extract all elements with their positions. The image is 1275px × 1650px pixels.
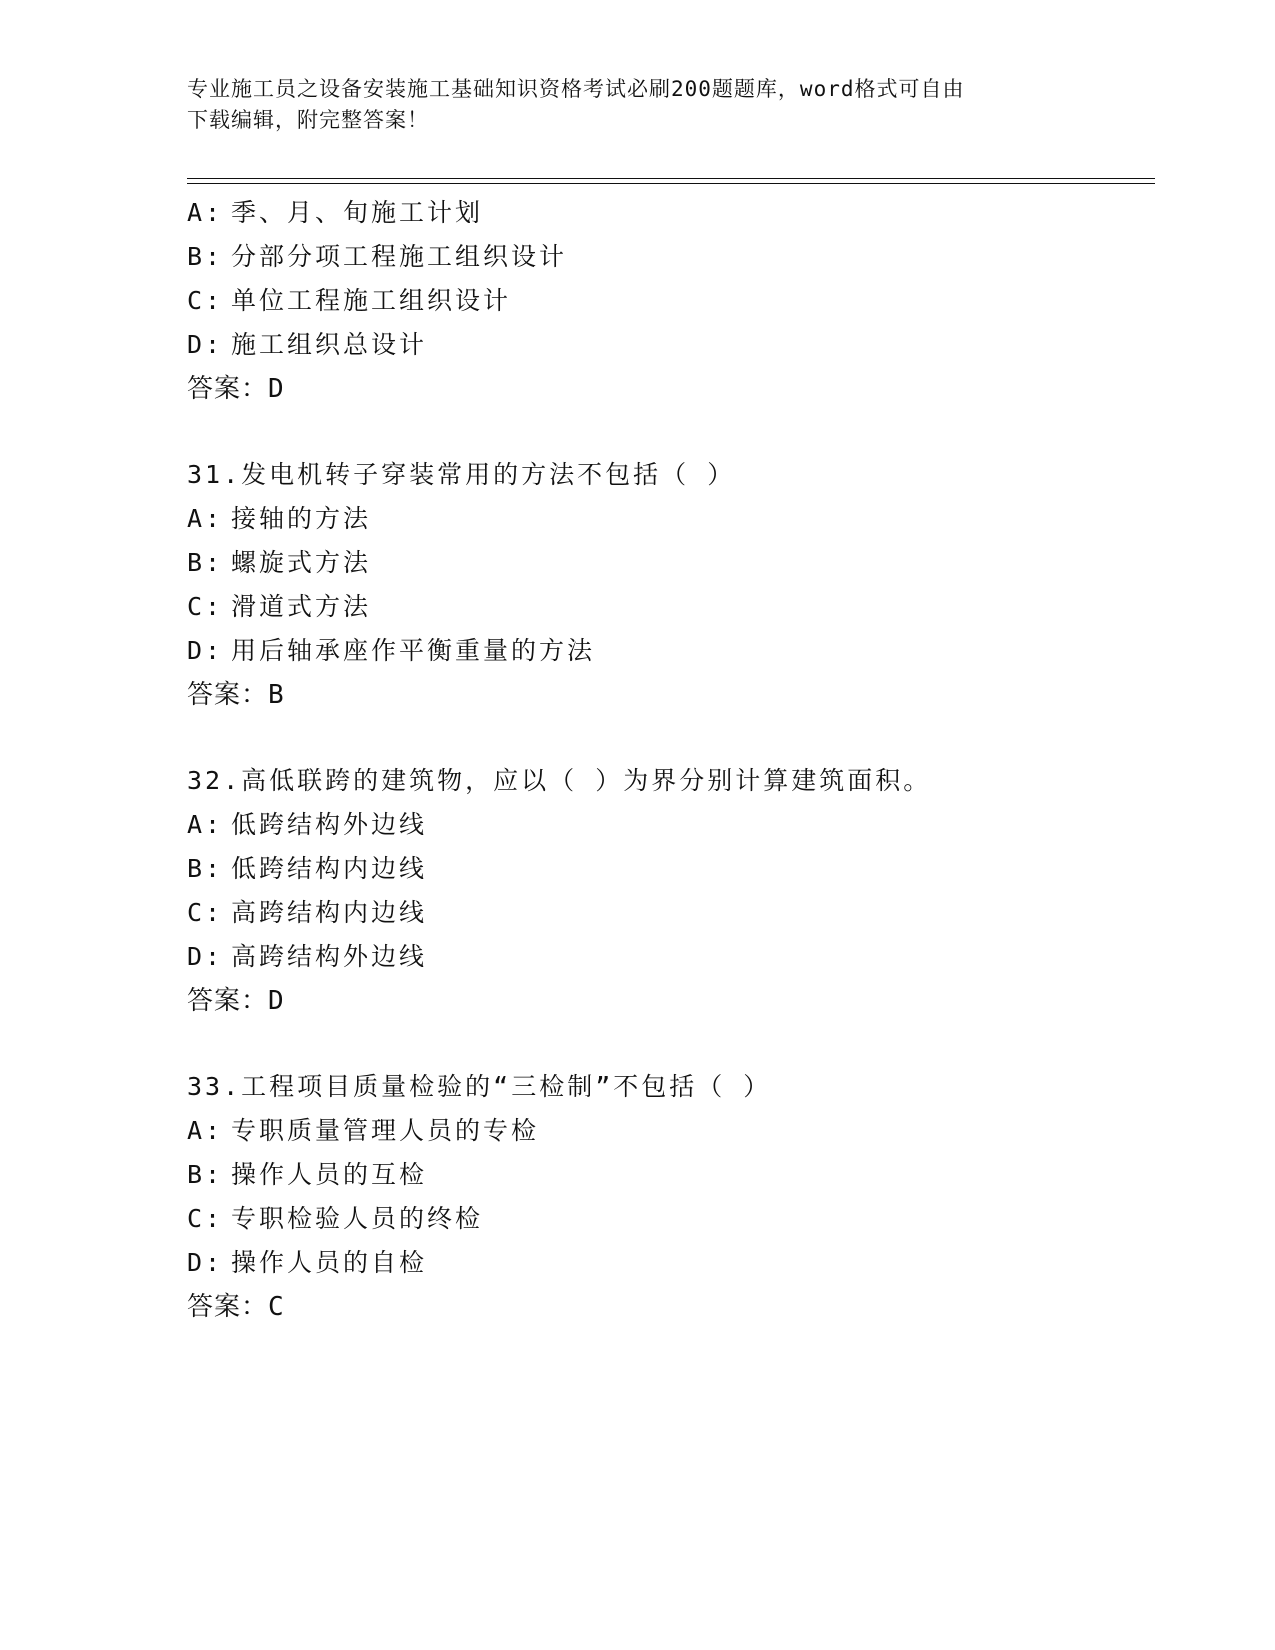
answer-label: 答案： <box>187 680 269 710</box>
option-d <box>187 1243 427 1283</box>
option-text: 接轴的方法 <box>231 504 372 533</box>
option-d <box>187 325 427 365</box>
option-key: B: <box>187 548 224 577</box>
option-key: B: <box>187 242 224 271</box>
option-key: C: <box>187 592 224 621</box>
option-c <box>187 893 427 933</box>
option-key: A: <box>187 198 224 227</box>
option-text: 分部分项工程施工组织设计 <box>231 242 568 271</box>
option-d <box>187 937 427 977</box>
answer-line <box>187 1287 285 1327</box>
option-key: C: <box>187 286 224 315</box>
option-text: 专职检验人员的终检 <box>231 1204 484 1233</box>
option-c <box>187 587 371 627</box>
question-32: 32.高低联跨的建筑物，应以（ ）为界分别计算建筑面积。 <box>187 766 932 795</box>
header-line-1: 专业施工员之设备安装施工基础知识资格考试必刷200题题库，word格式可自由 <box>187 77 965 101</box>
option-key: D: <box>187 942 224 971</box>
option-text: 高跨结构外边线 <box>231 942 428 971</box>
answer-line <box>187 981 285 1021</box>
option-text: 施工组织总设计 <box>231 330 428 359</box>
option-key: D: <box>187 1248 224 1277</box>
answer-label: 答案： <box>187 1292 269 1322</box>
option-a <box>187 499 371 539</box>
option-a <box>187 805 427 845</box>
answer-label: 答案： <box>187 374 269 404</box>
option-b <box>187 849 427 889</box>
option-text: 低跨结构内边线 <box>231 854 428 883</box>
option-b <box>187 237 567 277</box>
question-31: 31.发电机转子穿装常用的方法不包括（ ） <box>187 460 736 489</box>
option-key: A: <box>187 504 224 533</box>
option-b <box>187 1155 427 1195</box>
answer-line <box>187 675 285 715</box>
option-key: B: <box>187 854 224 883</box>
option-text: 滑道式方法 <box>231 592 372 621</box>
option-key: D: <box>187 636 224 665</box>
option-text: 用后轴承座作平衡重量的方法 <box>231 636 596 665</box>
option-c <box>187 1199 483 1239</box>
answer-label: 答案： <box>187 986 269 1016</box>
option-key: A: <box>187 810 224 839</box>
header-divider-top <box>187 178 1155 179</box>
header-divider-bottom <box>187 183 1155 184</box>
option-key: B: <box>187 1160 224 1189</box>
document-header <box>187 74 1087 136</box>
answer-value: D <box>268 986 285 1016</box>
answer-value: B <box>268 680 285 710</box>
option-text: 低跨结构外边线 <box>231 810 428 839</box>
option-key: D: <box>187 330 224 359</box>
option-text: 操作人员的自检 <box>231 1248 428 1277</box>
option-text: 专职质量管理人员的专检 <box>231 1116 540 1145</box>
option-key: A: <box>187 1116 224 1145</box>
answer-value: C <box>268 1292 285 1322</box>
option-a <box>187 193 483 233</box>
option-d <box>187 631 595 671</box>
option-text: 操作人员的互检 <box>231 1160 428 1189</box>
option-text: 螺旋式方法 <box>231 548 372 577</box>
option-text: 季、月、旬施工计划 <box>231 198 484 227</box>
header-line-2: 下载编辑，附完整答案！ <box>187 108 429 132</box>
option-key: C: <box>187 1204 224 1233</box>
option-text: 单位工程施工组织设计 <box>231 286 512 315</box>
option-c <box>187 281 511 321</box>
option-b <box>187 543 371 583</box>
option-key: C: <box>187 898 224 927</box>
answer-value: D <box>268 374 285 404</box>
option-text: 高跨结构内边线 <box>231 898 428 927</box>
question-33: 33.工程项目质量检验的“三检制”不包括（ ） <box>187 1072 772 1101</box>
answer-line <box>187 369 285 409</box>
option-a <box>187 1111 539 1151</box>
